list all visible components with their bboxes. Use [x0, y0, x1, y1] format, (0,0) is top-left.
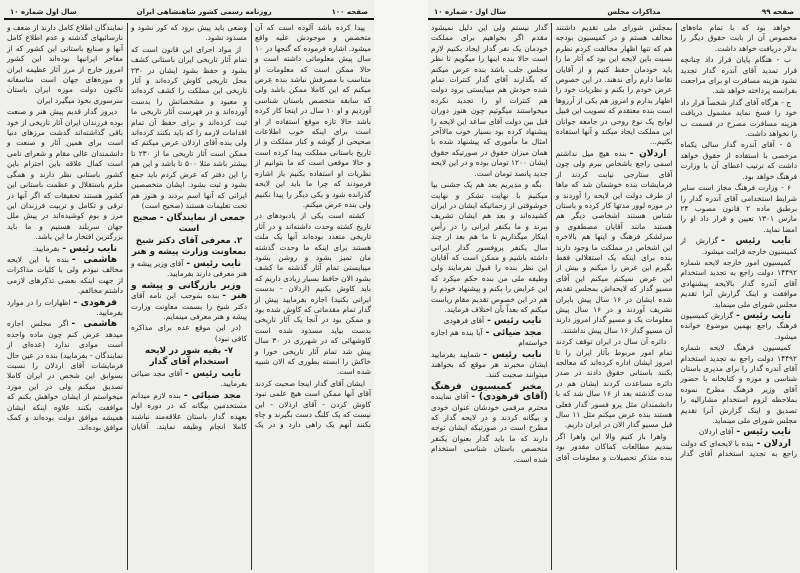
paragraph [131, 259, 247, 280]
paragraph-text: پیدا کرده باشد آلوده است که آن متخصص و موجودش علیه واقع میشود. اشاره فرموده که گنجها در ۱۰ سال پیش معلوماتی داشته است و حالا ممکن است که معلومات او متناسب با مصرفش نباشد بنده عرض میکنم که این کاملا ممکن باشد ولی که سابقه متخصص باستان شناسی آوردیم و او ۱۰ سال در اینجا کار کرده باشد حالا تازه موقع استفاده از او است برای اینکه خوب اطلاعات صحیحی از گوشه و کنار مملکت و از تاریخ باستانی مملکت پیدا کرده است و حالا موقعی است که ما بتوانیم از نظریات او استفاده بکنیم باز اشاره فرمودند که چرا ما باید این لایحه گذرانده شود و یکی دیگر را پیدا نکنیم ولی بنده عرض میکنم. [255, 23, 371, 209]
page-number: صفحه ۱۰۰ [331, 8, 368, 16]
page-header [428, 0, 800, 20]
paragraph [7, 319, 123, 433]
paragraph [680, 55, 797, 97]
paragraph-text: کمیسیون امور خارجه لایحه شماره ۱۴۴۹۲ دولت راجع به تجدید استخدام آقای آندره گدار بالایحه پیشنهادی موافقت و اینک گزارش آنرا تقدیم مجلس شورای ملی مینماید. [680, 257, 797, 309]
paragraph-text: اظهارات را در موارد بفرمایید. [7, 297, 123, 317]
paragraph [680, 183, 797, 235]
paragraph [7, 255, 123, 297]
paragraph-text: بنده با این لایحه مخالف نبودم ولی با کلیات مذاکرات از جهت اینکه بعضی تذکرهای لازمی داشتم مخالفم. [7, 254, 123, 296]
paragraph-text: بفرمایید. [32, 243, 60, 253]
paragraph [556, 149, 673, 336]
paragraph-text: آقای وزیر پیشه و هنر معرفی دارند بفرمایید. [131, 258, 247, 279]
paragraph [431, 316, 548, 326]
issue-number: سال اول شماره ۱۰ [10, 8, 77, 16]
paragraph-text: اگر مجلس اجازه میدهد عرض کنم چون ماده واحده است موادی ندارد (عده‌ای از نمایندگان - بفرمایید) بنده در عین حال فرمایشات آقای اردلان را نسبت بسوابق این شخص در ایران کاملا تصدیق میکنم ولی در این مورد میخواستم از ایشان خواهش بکنم که موافقت بکنند علاوه اینکه ایشان همیشه موافق دولت بوده‌اند و کمک موافق بوده‌اند. [7, 319, 123, 433]
speaker-name: نایب رئیس - [487, 316, 542, 327]
page-right [428, 0, 800, 573]
columns [428, 20, 800, 570]
section-heading: جمعی از نمایندگان - صحیح است [132, 213, 246, 234]
speaker-name: نایب رئیس - [721, 236, 792, 247]
paragraph-text: شمایید بفرمایید ایشان مخبرند هر موقع که بخواهند میتوانند صحبت کنند. [431, 349, 548, 380]
paragraph-text: ج - هرگاه آقای گدار شخصاً قرار داد خود را فسخ نماید مشمول دریافت هزینه مسافرت مصرح در قسمت ب را نخواهد داشت. [680, 97, 797, 139]
paragraph [680, 343, 797, 426]
paragraph [431, 382, 548, 465]
paragraph [255, 23, 371, 210]
speaker-name: اردلان - [756, 438, 791, 449]
section-heading: ۲. معرفی آقای دکتر شیخ بمعاونت وزارت پیشه و هنر [131, 236, 247, 257]
paragraph [431, 350, 548, 381]
paragraph [680, 140, 797, 182]
paragraph-text: کمیسیون فرهنگ لایحه شماره ۱۴۴۹۲ دولت راجع به تجدید استخدام آقای آندره گدار را برای مدیری باستان شناسی و موزه و کتابخانه با حضور آقای وزیر فرهنگ مطرح نموده بملاحظه لزوم استخدام مشارالیه را تصدیق و اینک گزارش آنرا تقدیم مجلس شورای ملی مینماید. [680, 343, 797, 426]
paragraph [431, 180, 548, 315]
speaker-name: وزیر بازرگانی و پیشه و هنر - [131, 280, 248, 302]
paragraph-text: دیروز گدار قدیم پیش هنر و صنعت بوده فرزندان ایران آثار تاریخی از خود باقی گذاشته‌اند گذشت مرزهای دنیا است برای همین آثار و صنعت و دانشمندان عالی مقام و شعرای نامی است کمال علاقه باین احترام باین کشور باستانی نظر دارند و همگی ملزم باستقلال و عظمت باستانی این کشور هستند تحقیقات که اگر آنها در ترقی و تکامل و تربیت فرزندان این مرز و بوم کوشیده‌اند در پیش ملل جهان سربلند هستیم و ما باید بزرگترین افتخار ما این باشد. [7, 107, 123, 242]
paragraph [131, 369, 247, 390]
paragraph [680, 236, 797, 257]
paragraph-text: بنده لازم میدانم مستخدمین بیگانه که در دوره اول بعهده گدار باستان علاقه‌مند نباشند کاملا انجام وظیفه نمایند. آقایان نمایندگان اطلاع کامل دارند از ضعف و نارسائیهای گذشته و عدم اطلاع کامل آنها و صنایع باستانی این کشور که از مفاخر ایرانیها بوده‌اند این کشور امروز خارج از مرز آثار عظیمه ایران و موزه‌های جهان است متاسفانه تاکنون دولت موزه ایران باستان سرسوری بخود میگیرد ایران [7, 23, 247, 432]
paragraph-text: بنده با لایحه‌ای که دولت راجع به تجدید استخدام آقای گدار بمجلس شورای ملی تقدیم داشتند مخالف هستم و در کمیسیون بودجه هم که تنها اظهار مخالفت کردم نظرم نسبت باین لایحه این بود که آثار ما را باید خودمان حفظ کنیم و از آقایان تقاضا دارم رأی ندهند. در این خصوص عرض خودم را بکنم و نظریات خود را اظهار بدارم و امروز هم یکی از آرزوها است بنده معتقدم که تصویب این قبیل لوایح یک نوع روحی در جامعه جوانان این مملکت ایجاد میکند و آنها استفاده بکنیم... [555, 23, 797, 459]
speaker-name: مجد ضیائی - [485, 327, 542, 338]
page-gutter [374, 0, 428, 573]
publication-title: مذاکرات مجلس [607, 8, 661, 16]
paragraph-text: ب - هنگام پایان قرار داد چنانچه قرار تمدید آقای آندره گدار تجدید نشود هزینه مسافرت او برای مراجعت بفرانسه پرداخته خواهد شد. [680, 55, 797, 96]
paragraph-text: بنده هیچ میل نداشتم اسمی راجع باشخاص ببرم ولی چون آقای ستارجی نیابت کردند از فرمایشات بنده خوشمان شد که ماها از طرف دولت این لایحه را آوردند و در موزه لوور مدتها کار کرده و باستان شناس هستند اشخاصی دیگر هم هستند مانند آقایان مصطفوی و سرلشکر فرهنگ و اینها هم بالاخره این اشخاص در مملکت ما وجود دارند بنده برای اینکه یک استقلالی فقط بگیرم این عرض را میکنم و بیش از این عرض نمیکنم میکنم این آقای مسیو گدار که لایحه‌اش بمجلس تقدیم شده ایشان در ۱۶ سال پیش بایران تشریف آوردند و در ۱۶ سال پیش معلومات یک و مسیو گدار امروز دارند آن مسیو گدار ۱۶ سال پیش نداشتند. [555, 148, 673, 335]
paragraph-text: خواهد بود که با تمام ماه‌های مخصوص آن از بابت حقوق دیگر را بدلار دریافت خواهد داشت. [680, 23, 797, 53]
paragraph-text: کشته است یکی از یادبودهای در تاریخ کشته وحدت داشته‌اند و در آثار تاریخی متعدد بوده‌اند آنها یک ملت هستند برای اینکه ما وحدت گذشته مان تمیز بشود و روشن بشود میبایستی تمام آثار گذشته ما کشف بشود الان حافظ بسیار زیادی داریم که باید کاوش بکنیم (اردلان - بدست ایرانی بکنید) اجازه بفرمایید پیش از گدار تمام مقدماتی که کاوش شده بود و ممکن بود در آنجا یک آثار تاریخی بدست بیاید مسدود شده است کاوشهائی که در شهرری در ۳۰ سال پیش شد تمام آثار تاریخی خورا و خاکش را ابسته بطوری که الان شبیه شده است. [255, 211, 371, 377]
paragraph-text: دائره آن سال در ایران توقف کردند تمام امور مربوط بآثار ایران را تا امروز ایشان اداره کرده‌اند که معالجه بکنند باستانی حقوق دادند در صدر دائره مساعدت کردند ایشان هم در مدت گذشته بعد از ۱۶ سال شد که با دانشمندان مثل پرو فسور گدار فعلی هستند بنده عرض میکنم مثل ۱۱ سال قبل مسیو گدار الان در ایران داریم. [555, 337, 673, 430]
paragraph-text: بگه و مدیریم بعد هم یک جشنی بیا میکنیم با نهایت تشکر و نهایت خوشوقتی از زحماتیکه ایشان در ایران کشیده‌اند و بعد هم ایشان تشریف ببرند و ما یکنفر ایرانی را در رأس اینکار میگذاریم تا ما هم بعد از چند سال یکنفر پروفسور گدار ایرانی داشته باشیم و ممکن است که آقایان این نظر بنده را قبول نفرمایند ولی وظیفه ملی من بنده حکم میکرد که این عرایض را بکنم و پیشنهاد خودم را هم در این خصوص تقدیم مقام ریاست میکنم که بعداً بآن اختلاف فرمایند. [431, 180, 548, 314]
publication-title: روزنامه رسمی کشور شاهنشاهی ایران [136, 8, 272, 16]
paragraph [680, 98, 797, 140]
paragraph [131, 281, 247, 323]
page-number: صفحه ۹۹ [761, 8, 794, 16]
paragraph-text: آقای نماینده محترم مرقمی خودشان عنوان خودی و بیگانه کردند و در لایحه گدار که مطرح است در صورتیکه ایشان توجه دارند که ما باید گدار بعنوان یکنفر متخصص باستان شناسی استخدام شده است. [431, 392, 548, 464]
speaker-name: نایب رئیس - [185, 369, 241, 379]
speaker-name: اردلان - [629, 148, 667, 159]
paragraph-text: آقای مجد ضیائی بفرمایید. [131, 369, 247, 389]
paragraph [255, 211, 371, 378]
paragraph [131, 323, 247, 344]
speaker-name: نایب رئیس - [186, 258, 242, 269]
paragraph [680, 258, 797, 310]
paragraph-text: از مواد اجرای این قانون است که تمام آثار تاریخی ایران باستانی کشف بشود و حفظ بشود ایشان در ۲۳۰ محل تاریخی کاوش کرده‌اند و آثار تاریخی این مملکت را کشف کرده‌اند و معبود و مشخصاتش را بدست آورده‌اند و در فهرست آثار تاریخی ما ثبت کرده‌اند و برای حفظ آن تمام اقدامات لازمه را که باید بکنند کرده‌اند ولی بنده آقای اردلان عرض میکنم که ممکن است آثار تاریخی ما از ۲۳۰ تا بیشتر باشد مثلا ۵۰۰ تا باشد و این هم را این دفتر که عرض کردم باید جمع بشود و ثبت بشود. ایشان متخصصین ایرانی که آنها اسم بردند و هنوز هم تحت تعلیمات هستند (صحیح است) [131, 44, 247, 210]
paragraph-text: بنده بموجب این نامه آقای دکتر شیخ را بسمت معاونت وزارت پیشه و هنر معرفی مینمایم. [131, 291, 247, 321]
page-left [4, 0, 374, 573]
issue-number: سال اول - شماره ۱۰ [434, 8, 506, 16]
paragraph-text: گزارش از کمیسیون خارجه قرائت میشود. [680, 236, 797, 256]
speaker-name: مجد ضیائی - [183, 390, 241, 401]
speaker-name: نایب رئیس - [736, 427, 791, 438]
speaker-name: هاشمی - [71, 254, 117, 265]
speaker-name: فرهودی - [73, 297, 117, 308]
paragraph-text: ایشان آقای گدار اینجا صحبت کردند آقای آنها ممکن است هیچ علمی نبود کاوش کردن - آقای اردلان - این نیست که یک کلنگ دست بگیرند و چاه بکنند آنهم یک راهی دارد و در یک وضعی باید پیش برود که کور نشود و مسدود نشود. [131, 23, 371, 430]
paragraph [431, 328, 548, 349]
columns [4, 20, 374, 570]
paragraph [680, 427, 797, 437]
paragraph-text: آقای اردلان [698, 427, 734, 437]
speaker-name: مخبر کمیسیون فرهنگ (آقای فرهودی) - [431, 381, 548, 403]
paragraph-text: آیا بنده هم اجازه خواسته‌ام [431, 327, 548, 348]
paragraph [7, 298, 123, 319]
paragraph [556, 337, 673, 431]
paragraph [7, 107, 123, 242]
speaker-name: نایب رئیس - [62, 243, 117, 254]
paragraph [7, 244, 123, 254]
page-header [4, 0, 374, 20]
paragraph-text: (در این موقع عده برای مذاکره کافی نبود) [131, 323, 247, 343]
speaker-name: هاشمی - [71, 319, 117, 330]
paragraph-text: گزارش کمیسیون فرهنگ راجع بهمین موضوع خوانده میشود. [680, 310, 797, 341]
section-heading: ۷- بقیه شور در لایحه استخدام آقای گدار [144, 346, 234, 367]
speaker-name: نایب رئیس - [483, 349, 542, 360]
paragraph-text: واهرا باز کنیم والا این واهرا اگر ببندیم مطالعات کماکان مقدور بود بنده متذکر تحصیلات و معلومات آقای گدار نیستم ولی این دلیل نمیشود مقدم اگر بخواهیم برای مملکت خودمان یک نفر گدار ایجاد بکنیم لازم است حالا بنده اینها را میگویم تا نظر مجلس جلب باشد بنده عرض میکنم که بگذارند آقای گدار کنترات تمام شده خودش هم میبایستی برود دولت هم کنترات او را تجدید نکرده میخواستند میگوئیم چون هنوز دوران قبل بین دولت آقای ساعد این لایحه را پیشنهاد کرده بود بسیار خوب مالاآخر امثال ما مأموری که پیشنهاد شده با همان میزان حقوق در صورتیکه حقوق ایشان ۱۲۰۰ تومان بوده و در این لایحه جدید پانصد تومان است. [431, 23, 673, 462]
paragraph [680, 311, 797, 342]
paragraph-text: ۶ - وزارت فرهنگ مجاز است سایر شرایط استخدامی آقای آندره گدار را برطبق ماده ۲ قانون مصوب ۲۴ مارس ۱۳۰۱ تعیین و قرار داد او را امضا نماید. [680, 183, 798, 234]
paragraph [131, 45, 247, 212]
paragraph [680, 23, 797, 54]
paragraph-text: آقای فرهودی [443, 316, 485, 326]
paragraph-text: ۵ - آقای آندره گدار سالی یکماه مرخصی با استفاده از حقوق خواهد داشت که ترتیب اعطای آن با وزارت فرهنگ خواهد بود. [680, 140, 797, 181]
speaker-name: نایب رئیس - [736, 310, 791, 321]
